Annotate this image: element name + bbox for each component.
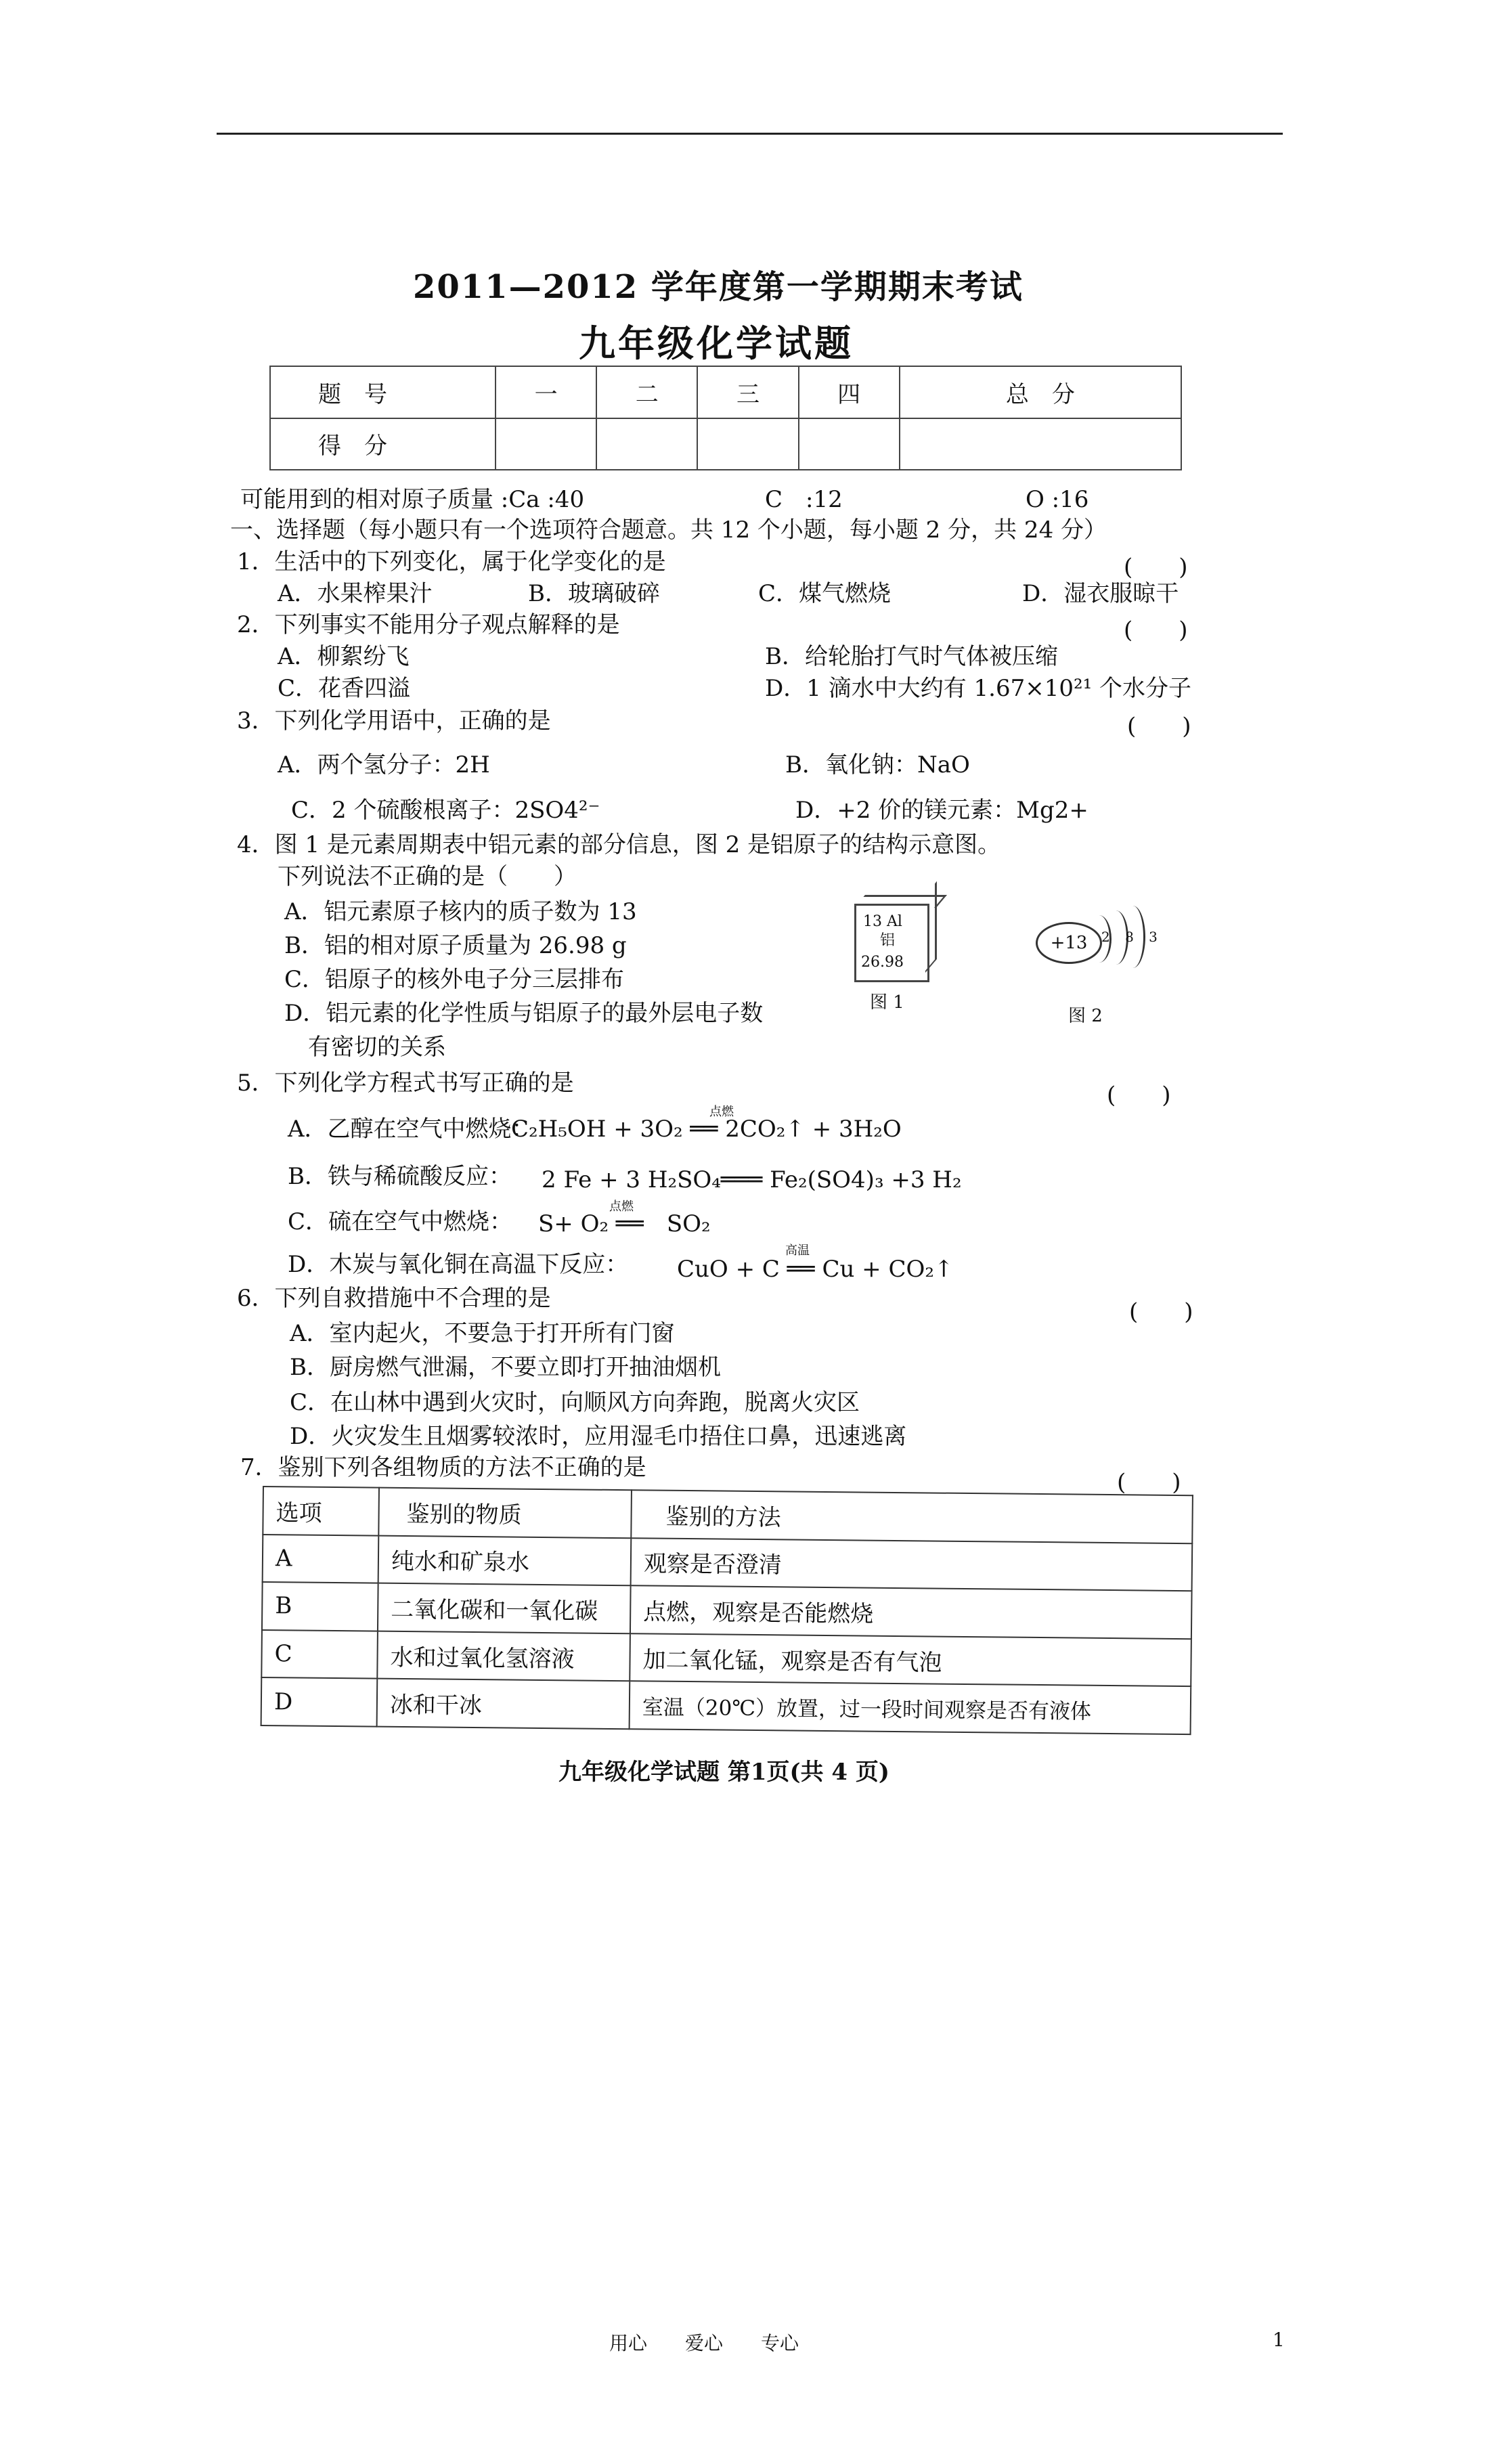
option-a-equation: C₂H₅OH + 3O₂ ══ 2CO₂↑ + 3H₂O xyxy=(511,1116,902,1143)
table-row xyxy=(262,1582,1192,1639)
option-d: D．湿衣服晾干 xyxy=(1022,580,1179,607)
table-cell: 冰和干冰 xyxy=(377,1679,630,1729)
table-cell: C xyxy=(261,1630,378,1679)
score-table xyxy=(269,366,1182,470)
answer-blank[interactable]: ( ) xyxy=(1107,1082,1171,1109)
option-a: A．两个氢分子：2H xyxy=(278,751,490,778)
figure-1-symbol: 13 Al xyxy=(863,913,902,930)
table-cell: 观察是否澄清 xyxy=(631,1538,1193,1591)
table-header-row xyxy=(263,1487,1193,1543)
score-cell: 题 号 xyxy=(270,366,496,418)
figure-2-nucleus: +13 xyxy=(1036,922,1102,964)
question-stem: 5．下列化学方程式书写正确的是 xyxy=(237,1070,574,1097)
option-b-label: B．铁与稀硫酸反应： xyxy=(288,1163,512,1190)
score-input-cell[interactable] xyxy=(496,418,596,470)
question-sub[interactable]: 下列说法不正确的是（ ） xyxy=(278,863,577,890)
footer-page-number: 1 xyxy=(1273,2329,1285,2351)
answer-blank[interactable]: ( ) xyxy=(1129,1298,1193,1325)
identification-table xyxy=(261,1486,1193,1735)
table-row xyxy=(261,1677,1191,1734)
score-input-cell[interactable] xyxy=(697,418,798,470)
question-stem: 1．生活中的下列变化，属于化学变化的是 xyxy=(237,548,666,575)
figure-1-caption: 图 1 xyxy=(870,992,904,1013)
table-cell: D xyxy=(261,1677,378,1726)
answer-blank[interactable]: ( ) xyxy=(1124,554,1188,581)
option-b: B．玻璃破碎 xyxy=(528,580,660,607)
score-cell: 四 xyxy=(799,366,900,418)
figure-1-mass: 26.98 xyxy=(861,954,904,971)
figure-1-name: 铝 xyxy=(880,932,896,949)
score-cell: 一 xyxy=(496,366,596,418)
table-row xyxy=(261,1630,1191,1687)
figure-2-caption: 图 2 xyxy=(1068,1006,1103,1026)
section-heading: 一、选择题（每小题只有一个选项符合题意。共 12 个小题，每小题 2 分，共 24 分） xyxy=(230,516,1107,544)
question-stem: 6．下列自救措施中不合理的是 xyxy=(237,1285,551,1312)
option-d-continued: 有密切的关系 xyxy=(308,1034,446,1061)
reaction-condition: 点燃 xyxy=(709,1105,734,1119)
table-cell: A xyxy=(263,1535,379,1583)
table-cell: 加二氧化锰，观察是否有气泡 xyxy=(630,1633,1191,1687)
question-stem: 3．下列化学用语中，正确的是 xyxy=(237,707,551,734)
exam-subtitle: 九年级化学试题 xyxy=(579,322,854,365)
table-header-cell: 鉴别的方法 xyxy=(631,1490,1193,1543)
option-a: A．铝元素原子核内的质子数为 13 xyxy=(284,898,637,925)
option-b: B．给轮胎打气时气体被压缩 xyxy=(765,643,1058,670)
reaction-condition: 点燃 xyxy=(609,1200,634,1214)
figure-1-cube-side xyxy=(925,881,937,973)
score-cell: 二 xyxy=(596,366,697,418)
option-d-label: D．木炭与氧化铜在高温下反应： xyxy=(288,1251,629,1278)
score-input-cell[interactable] xyxy=(596,418,697,470)
option-c: C．煤气燃烧 xyxy=(758,580,892,607)
option-c-equation: S+ O₂ ══ SO₂ xyxy=(538,1210,711,1237)
atomic-mass-label: 可能用到的相对原子质量 :Ca :40 xyxy=(240,486,585,513)
page-caption: 九年级化学试题 第1页(共 4 页) xyxy=(558,1759,889,1786)
option-d-equation: CuO + C ══ Cu + CO₂↑ xyxy=(677,1256,954,1283)
question-stem: 2．下列事实不能用分子观点解释的是 xyxy=(237,611,620,638)
table-cell: 室温（20℃）放置，过一段时间观察是否有液体 xyxy=(630,1681,1191,1735)
table-cell: 二氧化碳和一氧化碳 xyxy=(378,1583,631,1633)
score-cell: 总 分 xyxy=(900,366,1181,418)
table-cell: 水和过氧化氢溶液 xyxy=(377,1631,630,1681)
answer-blank[interactable]: ( ) xyxy=(1117,1469,1181,1496)
exam-title: 2011—2012 学年度第一学期期末考试 xyxy=(413,268,1024,306)
option-a: A．水果榨果汁 xyxy=(278,580,433,607)
option-c: C．花香四溢 xyxy=(278,675,411,702)
option-d: D．+2 价的镁元素：Mg2+ xyxy=(795,797,1088,824)
score-table-row xyxy=(270,418,1181,470)
question-stem: 4．图 1 是元素周期表中铝元素的部分信息，图 2 是铝原子的结构示意图。 xyxy=(237,831,1001,858)
score-input-cell[interactable] xyxy=(900,418,1181,470)
atomic-mass-o: O :16 xyxy=(1026,486,1089,513)
option-b: B．铝的相对原子质量为 26.98 g xyxy=(284,932,627,959)
table-cell: B xyxy=(262,1582,378,1631)
reaction-condition: 高温 xyxy=(785,1244,810,1258)
table-cell: 点燃，观察是否能燃烧 xyxy=(630,1585,1192,1639)
option-d: D．铝元素的化学性质与铝原子的最外层电子数 xyxy=(284,1000,764,1027)
option-a: A．柳絮纷飞 xyxy=(278,643,410,670)
answer-blank[interactable]: ( ) xyxy=(1124,617,1188,644)
option-c: C．2 个硫酸根离子：2SO4²⁻ xyxy=(291,797,600,824)
table-header-cell: 鉴别的物质 xyxy=(378,1488,632,1538)
table-cell: 纯水和矿泉水 xyxy=(378,1535,632,1585)
option-d: D．火灾发生且烟雾较浓时，应用湿毛巾捂住口鼻，迅速逃离 xyxy=(290,1423,907,1450)
option-c: C．铝原子的核外电子分三层排布 xyxy=(284,966,625,993)
option-a-label: A．乙醇在空气中燃烧： xyxy=(288,1116,535,1143)
score-cell: 得 分 xyxy=(270,418,496,470)
option-b-equation: 2 Fe + 3 H₂SO₄═══ Fe₂(SO4)₃ +3 H₂ xyxy=(542,1166,962,1193)
atomic-mass-c: C :12 xyxy=(765,486,843,513)
header-rule xyxy=(217,133,1283,135)
footer-text: 用心 爱心 专心 xyxy=(609,2332,799,2354)
option-c: C．在山林中遇到火灾时，向顺风方向奔跑，脱离火灾区 xyxy=(290,1389,860,1416)
table-row xyxy=(263,1535,1193,1591)
question-stem: 7．鉴别下列各组物质的方法不正确的是 xyxy=(240,1454,646,1481)
answer-blank[interactable]: ( ) xyxy=(1127,713,1191,740)
option-a: A．室内起火，不要急于打开所有门窗 xyxy=(290,1320,675,1347)
score-table-row xyxy=(270,366,1181,418)
option-b: B．厨房燃气泄漏，不要立即打开抽油烟机 xyxy=(290,1354,721,1381)
score-input-cell[interactable] xyxy=(799,418,900,470)
option-b: B．氧化钠：NaO xyxy=(785,751,970,778)
figure-2-electrons: 2 8 3 xyxy=(1101,929,1163,945)
option-d: D．1 滴水中大约有 1.67×10²¹ 个水分子 xyxy=(765,675,1192,702)
table-header-cell: 选项 xyxy=(263,1487,379,1535)
option-c-label: C．硫在空气中燃烧： xyxy=(288,1208,513,1235)
score-cell: 三 xyxy=(697,366,798,418)
